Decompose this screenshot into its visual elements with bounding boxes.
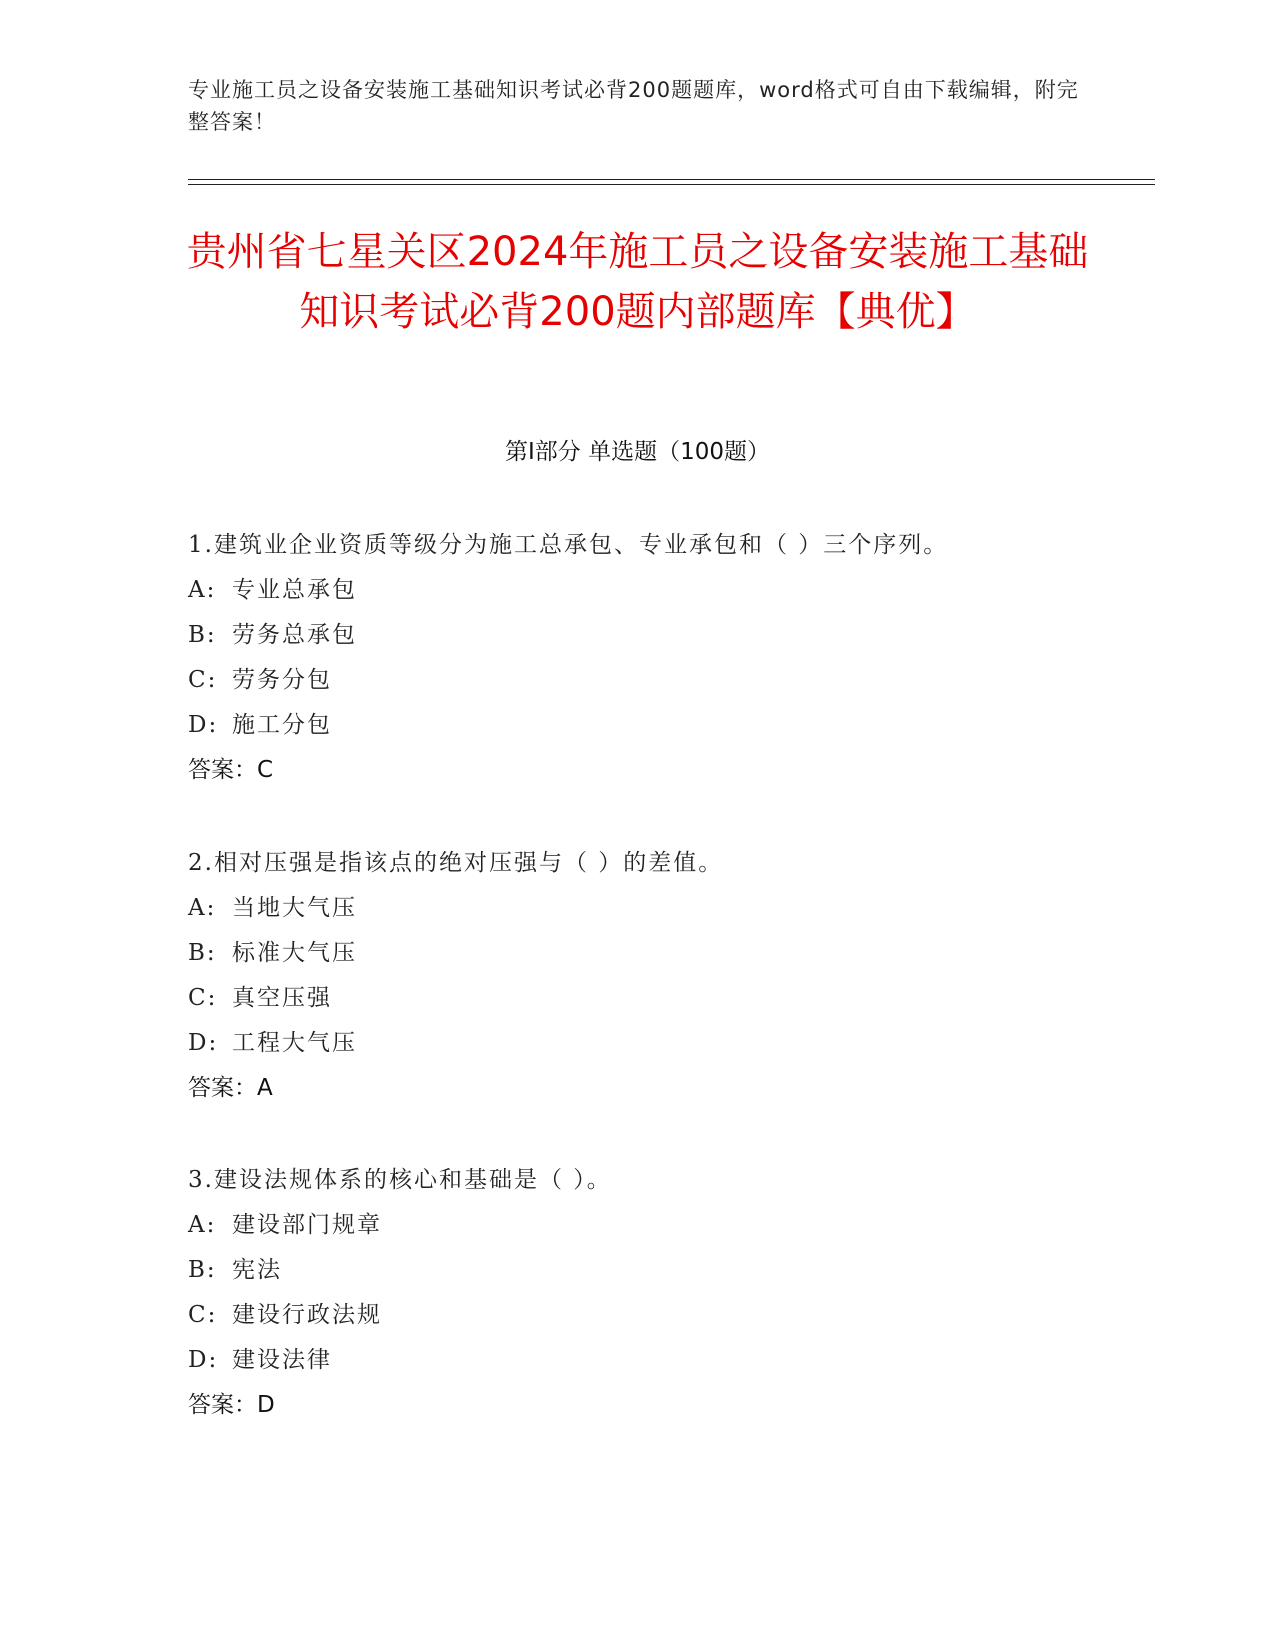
answer-label: 答案： <box>188 1075 257 1101</box>
option-text: 劳务分包 <box>232 667 332 693</box>
question-text: 3.建设法规体系的核心和基础是（ ）。 <box>188 1167 612 1193</box>
answer-label: 答案： <box>188 1392 257 1418</box>
question-text: 1.建筑业企业资质等级分为施工总承包、专业承包和（ ）三个序列。 <box>188 532 949 558</box>
option-key: B: <box>188 622 217 648</box>
answer-line <box>188 755 1148 785</box>
option-b <box>188 938 1148 983</box>
answer-label: 答案： <box>188 757 257 783</box>
option-key: B: <box>188 940 217 966</box>
answer-value: A <box>257 1075 273 1101</box>
option-key: A: <box>188 895 217 921</box>
question-2 <box>188 848 1148 1103</box>
option-text: 专业总承包 <box>232 577 357 603</box>
option-text: 建设法律 <box>232 1347 332 1373</box>
option-text: 劳务总承包 <box>232 622 357 648</box>
option-c <box>188 983 1148 1028</box>
option-text: 工程大气压 <box>232 1030 357 1056</box>
option-text: 施工分包 <box>232 712 332 738</box>
option-key: C: <box>188 985 218 1011</box>
question-3 <box>188 1165 1148 1420</box>
option-text: 建设行政法规 <box>232 1302 382 1328</box>
option-a <box>188 575 1148 620</box>
option-c <box>188 1300 1148 1345</box>
question-text: 2.相对压强是指该点的绝对压强与（ ）的差值。 <box>188 850 724 876</box>
option-key: D: <box>188 1030 219 1056</box>
option-key: D: <box>188 712 219 738</box>
option-key: D: <box>188 1347 219 1373</box>
header-note: 专业施工员之设备安装施工基础知识考试必背200题题库，word格式可自由下载编辑，附完整答案！ <box>188 78 1079 134</box>
question-1 <box>188 530 1148 785</box>
option-text: 宪法 <box>232 1257 282 1283</box>
answer-value: C <box>257 757 274 783</box>
option-key: A: <box>188 1212 217 1238</box>
option-key: B: <box>188 1257 217 1283</box>
header-rule-bottom <box>188 184 1155 185</box>
option-d <box>188 1345 1148 1390</box>
answer-line <box>188 1073 1148 1103</box>
header-rule-top <box>188 179 1155 180</box>
option-text: 真空压强 <box>232 985 332 1011</box>
section-heading: 第Ⅰ部分 单选题（100题） <box>505 439 770 465</box>
option-b <box>188 620 1148 665</box>
option-key: A: <box>188 577 217 603</box>
answer-value: D <box>257 1392 275 1418</box>
option-key: C: <box>188 1302 218 1328</box>
document-title: 贵州省七星关区2024年施工员之设备安装施工基础知识考试必背200题内部题库【典优】 <box>186 229 1089 335</box>
answer-line <box>188 1390 1148 1420</box>
option-key: C: <box>188 667 218 693</box>
option-a <box>188 893 1148 938</box>
option-b <box>188 1255 1148 1300</box>
option-a <box>188 1210 1148 1255</box>
option-d <box>188 1028 1148 1073</box>
option-text: 建设部门规章 <box>232 1212 382 1238</box>
option-text: 标准大气压 <box>232 940 357 966</box>
option-d <box>188 710 1148 755</box>
option-c <box>188 665 1148 710</box>
option-text: 当地大气压 <box>232 895 357 921</box>
